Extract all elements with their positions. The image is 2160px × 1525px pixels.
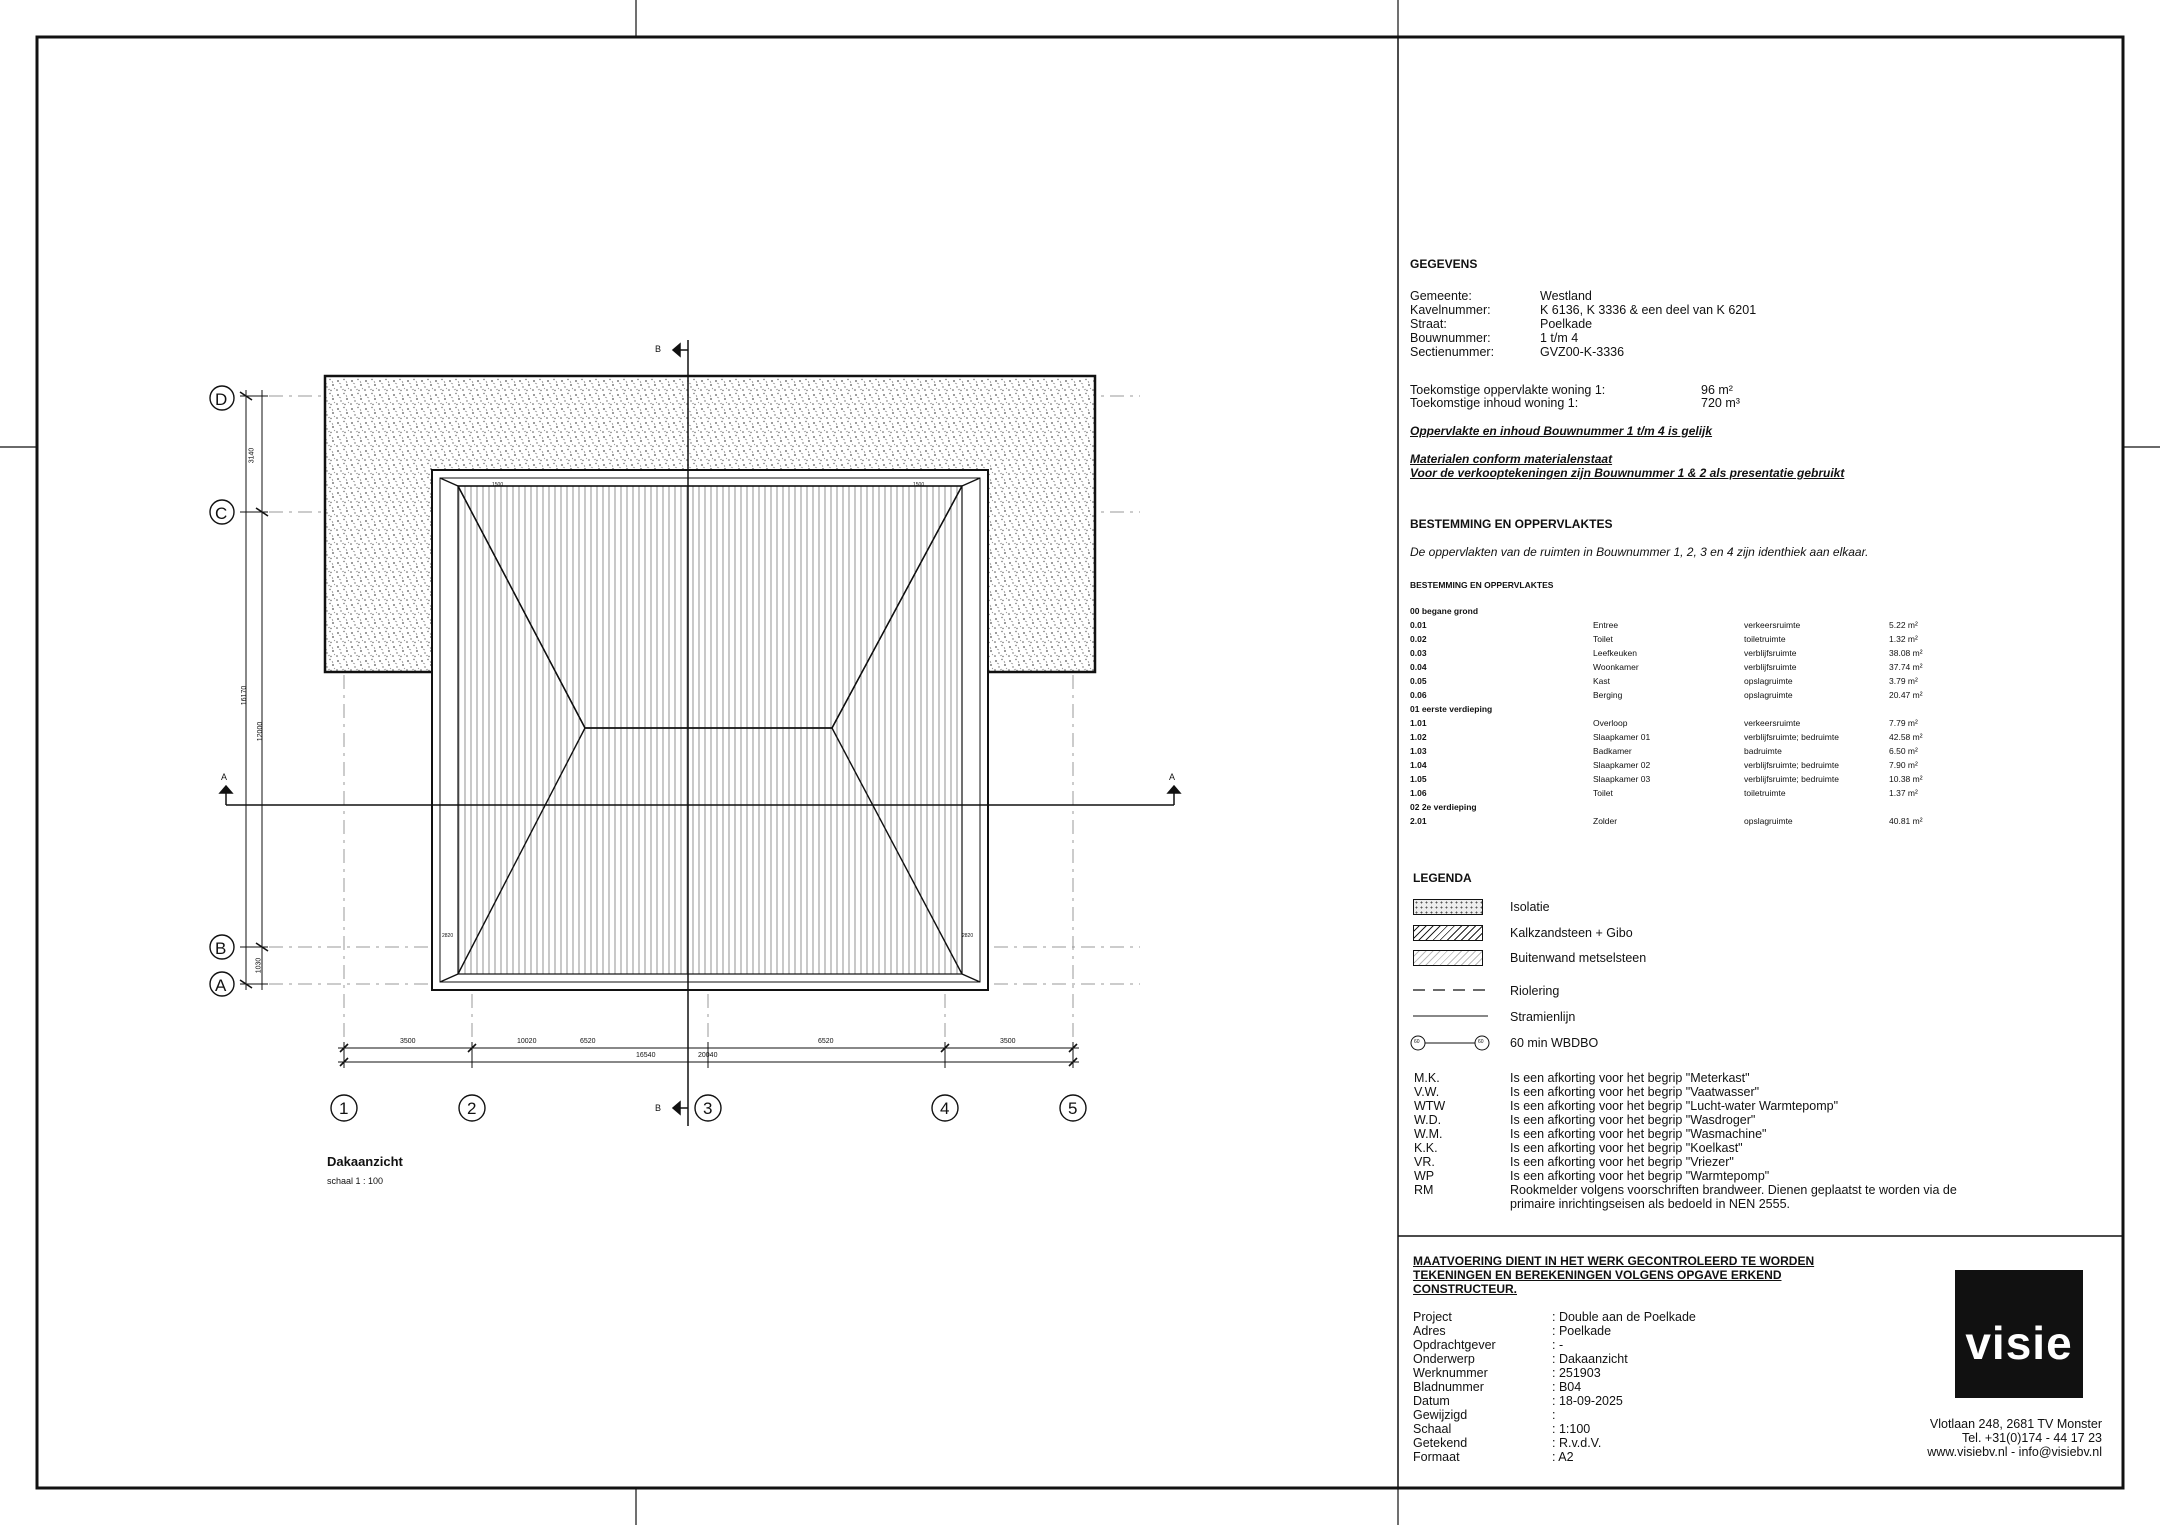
dim-6520-right: 6520 — [818, 1038, 834, 1045]
section-a-label-left: A — [221, 772, 228, 782]
gegevens-value-bouwnummer: 1 t/m 4 — [1540, 331, 1579, 345]
row-area: 7.79 m² — [1889, 718, 1918, 728]
row-use: toiletruimte — [1744, 634, 1786, 644]
row-area: 38.08 m² — [1889, 648, 1923, 658]
dim-1030: 1030 — [255, 957, 263, 974]
dim-3500-left: 3500 — [400, 1038, 416, 1045]
roof-label-side-right: 2820 — [962, 933, 974, 939]
row-room: Entree — [1593, 620, 1619, 630]
logo-text: visie — [1965, 1317, 2073, 1369]
tb-value: : 251903 — [1552, 1366, 1601, 1380]
abbr-code: V.W. — [1414, 1085, 1440, 1099]
roof-label-top-left: 1500 — [492, 482, 504, 488]
tb-value: : B04 — [1552, 1380, 1582, 1394]
tb-value: : Poelkade — [1552, 1324, 1612, 1338]
wbdbo-marker-left: 60 — [1414, 1039, 1420, 1045]
tb-label: Getekend — [1413, 1436, 1468, 1450]
dim-16170: 16170 — [241, 685, 249, 706]
tb-label: Onderwerp — [1413, 1352, 1475, 1366]
bestemming-intro: De oppervlakten van de ruimten in Bouwnummer 1, 2, 3 en 4 zijn identhiek aan elkaar. — [1410, 545, 1869, 559]
row-use: verkeersruimte — [1744, 620, 1801, 630]
tb-value: : A2 — [1552, 1450, 1574, 1464]
note-oppervlakte: Oppervlakte en inhoud Bouwnummer 1 t/m 4 is gelijk — [1410, 424, 1713, 438]
tb-value: : 1:100 — [1552, 1422, 1591, 1436]
row-room: Slaapkamer 03 — [1593, 774, 1651, 784]
tb-label: Adres — [1413, 1324, 1446, 1338]
grid-label-c: C — [215, 504, 228, 523]
grid-label-4: 4 — [940, 1099, 950, 1118]
row-room: Toilet — [1593, 634, 1613, 644]
company-address: Vlotlaan 248, 2681 TV Monster — [1929, 1417, 2102, 1431]
dim-3140: 3140 — [248, 447, 256, 464]
group-header: 00 begane grond — [1410, 606, 1479, 616]
row-area: 40.81 m² — [1889, 816, 1923, 826]
abbr-text: Rookmelder volgens voorschriften brandweer. Dienen geplaatst te worden via de — [1510, 1183, 1957, 1197]
dim-20040: 20040 — [698, 1052, 718, 1059]
row-code: 0.03 — [1410, 648, 1427, 658]
legend-label-stramienlijn: Stramienlijn — [1510, 1010, 1576, 1024]
roof-label-side-left: 2820 — [442, 933, 454, 939]
legend-label-buitenwand: Buitenwand metselsteen — [1510, 951, 1647, 965]
section-a-label-right: A — [1169, 772, 1176, 782]
row-use: opslagruimte — [1744, 676, 1793, 686]
row-area: 1.32 m² — [1889, 634, 1918, 644]
gegevens-value-straat: Poelkade — [1540, 317, 1593, 331]
tb-value: : Double aan de Poelkade — [1552, 1310, 1696, 1324]
legend-label-kalkzandsteen: Kalkzandsteen + Gibo — [1510, 926, 1633, 940]
area-label-opp: Toekomstige oppervlakte woning 1: — [1410, 383, 1606, 397]
abbr-text: Is een afkorting voor het begrip "Warmtepomp" — [1510, 1169, 1770, 1183]
row-room: Toilet — [1593, 788, 1613, 798]
grid-label-a: A — [215, 976, 227, 995]
row-code: 0.04 — [1410, 662, 1427, 672]
abbr-code: M.K. — [1414, 1071, 1440, 1085]
warning-line-2: TEKENINGEN EN BEREKENINGEN VOLGENS OPGAVE ERKEND — [1413, 1268, 1782, 1282]
note-verkoop: Voor de verkooptekeningen zijn Bouwnummer 1 & 2 als presentatie gebruikt — [1410, 466, 1845, 480]
grid-label-5: 5 — [1068, 1099, 1078, 1118]
company-web: www.visiebv.nl - info@visiebv.nl — [1927, 1445, 2102, 1459]
grid-label-b: B — [215, 939, 227, 958]
abbr-text: Is een afkorting voor het begrip "Vriezer" — [1510, 1155, 1734, 1169]
legend-label-riolering: Riolering — [1510, 984, 1560, 998]
row-code: 2.01 — [1410, 816, 1427, 826]
gegevens-label-bouwnummer: Bouwnummer: — [1410, 331, 1491, 345]
dim-10020: 10020 — [517, 1038, 537, 1045]
roof-label-top-right: 1500 — [913, 482, 925, 488]
row-area: 37.74 m² — [1889, 662, 1923, 672]
row-room: Slaapkamer 01 — [1593, 732, 1651, 742]
row-code: 1.01 — [1410, 718, 1427, 728]
gegevens-label-sectie: Sectienummer: — [1410, 345, 1495, 359]
view-scale: schaal 1 : 100 — [327, 1176, 384, 1186]
row-area: 6.50 m² — [1889, 746, 1918, 756]
warning-line-1: MAATVOERING DIENT IN HET WERK GECONTROLEERD TE WORDEN — [1413, 1254, 1815, 1268]
gegevens-value-gemeente: Westland — [1540, 289, 1592, 303]
row-use: verkeersruimte — [1744, 718, 1801, 728]
area-value-opp: 96 m² — [1701, 383, 1733, 397]
row-room: Zolder — [1593, 816, 1618, 826]
row-use: badruimte — [1744, 746, 1782, 756]
row-use: verblijfsruimte; bedruimte — [1744, 760, 1839, 770]
tb-value: : - — [1552, 1338, 1564, 1352]
row-code: 0.02 — [1410, 634, 1427, 644]
section-b-label-top: B — [655, 344, 662, 354]
abbr-text-continuation: primaire inrichtingseisen als bedoeld in NEN 2555. — [1510, 1197, 1791, 1211]
legenda-title: LEGENDA — [1413, 871, 1472, 885]
row-area: 10.38 m² — [1889, 774, 1923, 784]
area-value-inhoud: 720 m³ — [1701, 396, 1740, 410]
abbr-text: Is een afkorting voor het begrip "Vaatwasser" — [1510, 1085, 1760, 1099]
row-room: Overloop — [1593, 718, 1628, 728]
legend-label-isolatie: Isolatie — [1510, 900, 1550, 914]
tb-label: Opdrachtgever — [1413, 1338, 1496, 1352]
gegevens-label-gemeente: Gemeente: — [1410, 289, 1472, 303]
grid-label-3: 3 — [703, 1099, 713, 1118]
area-label-inhoud: Toekomstige inhoud woning 1: — [1410, 396, 1579, 410]
grid-label-1: 1 — [339, 1099, 349, 1118]
gegevens-value-kavel: K 6136, K 3336 & een deel van K 6201 — [1540, 303, 1757, 317]
row-area: 1.37 m² — [1889, 788, 1918, 798]
row-area: 5.22 m² — [1889, 620, 1918, 630]
abbr-code: W.D. — [1414, 1113, 1442, 1127]
tb-label: Gewijzigd — [1413, 1408, 1468, 1422]
row-area: 7.90 m² — [1889, 760, 1918, 770]
row-use: toiletruimte — [1744, 788, 1786, 798]
note-materialen: Materialen conform materialenstaat — [1410, 452, 1613, 466]
tb-label: Schaal — [1413, 1422, 1452, 1436]
dim-16540: 16540 — [636, 1052, 656, 1059]
row-use: opslagruimte — [1744, 690, 1793, 700]
abbr-code: VR. — [1414, 1155, 1435, 1169]
group-header: 01 eerste verdieping — [1410, 704, 1493, 714]
grid-label-2: 2 — [467, 1099, 477, 1118]
company-phone: Tel. +31(0)174 - 44 17 23 — [1961, 1431, 2102, 1445]
row-code: 1.06 — [1410, 788, 1427, 798]
row-room: Berging — [1593, 690, 1623, 700]
row-room: Kast — [1593, 676, 1611, 686]
row-use: verblijfsruimte; bedruimte — [1744, 774, 1839, 784]
gegevens-title: GEGEVENS — [1410, 257, 1478, 271]
row-code: 1.03 — [1410, 746, 1427, 756]
tb-value: : Dakaanzicht — [1552, 1352, 1628, 1366]
abbr-code: K.K. — [1414, 1141, 1438, 1155]
group-header: 02 2e verdieping — [1410, 802, 1477, 812]
tb-label: Formaat — [1413, 1450, 1460, 1464]
gegevens-label-kavel: Kavelnummer: — [1410, 303, 1491, 317]
tb-value: : R.v.d.V. — [1552, 1436, 1602, 1450]
abbr-text: Is een afkorting voor het begrip "Koelkast" — [1510, 1141, 1743, 1155]
gegevens-value-sectie: GVZ00-K-3336 — [1540, 345, 1625, 359]
row-code: 0.05 — [1410, 676, 1427, 686]
grid-label-d: D — [215, 390, 228, 409]
row-room: Badkamer — [1593, 746, 1632, 756]
light-hatch-swatch-icon — [1413, 950, 1483, 966]
row-room: Woonkamer — [1593, 662, 1639, 672]
dim-3500-right: 3500 — [1000, 1038, 1016, 1045]
tb-value: : 18-09-2025 — [1552, 1394, 1623, 1408]
diagonal-hatch-swatch-icon — [1413, 925, 1483, 941]
row-area: 42.58 m² — [1889, 732, 1923, 742]
tb-label: Datum — [1413, 1394, 1450, 1408]
row-code: 0.01 — [1410, 620, 1427, 630]
abbr-text: Is een afkorting voor het begrip "Lucht-water Warmtepomp" — [1510, 1099, 1839, 1113]
tb-label: Bladnummer — [1413, 1380, 1484, 1394]
tb-label: Werknummer — [1413, 1366, 1488, 1380]
bestemming-title: BESTEMMING EN OPPERVLAKTES — [1410, 517, 1613, 531]
dim-12000: 12000 — [257, 721, 265, 742]
row-area: 3.79 m² — [1889, 676, 1918, 686]
section-b-label-bottom: B — [655, 1103, 662, 1113]
tb-value: : — [1552, 1408, 1556, 1422]
abbr-text: Is een afkorting voor het begrip "Meterkast" — [1510, 1071, 1750, 1085]
row-area: 20.47 m² — [1889, 690, 1923, 700]
row-use: verblijfsruimte — [1744, 662, 1797, 672]
tb-label: Project — [1413, 1310, 1452, 1324]
legend-label-wbdbo: 60 min WBDBO — [1510, 1036, 1599, 1050]
wbdbo-marker-right: 60 — [1478, 1039, 1484, 1045]
abbr-text: Is een afkorting voor het begrip "Wasdroger" — [1510, 1113, 1756, 1127]
abbr-code: RM — [1414, 1183, 1434, 1197]
row-use: verblijfsruimte; bedruimte — [1744, 732, 1839, 742]
row-code: 1.05 — [1410, 774, 1427, 784]
abbr-text: Is een afkorting voor het begrip "Wasmachine" — [1510, 1127, 1767, 1141]
bestemming-table-title: BESTEMMING EN OPPERVLAKTES — [1410, 580, 1554, 590]
isolation-swatch-icon — [1413, 899, 1483, 915]
dim-6520-left: 6520 — [580, 1038, 596, 1045]
row-room: Leefkeuken — [1593, 648, 1637, 658]
warning-line-3: CONSTRUCTEUR. — [1413, 1282, 1517, 1296]
view-title: Dakaanzicht — [327, 1154, 403, 1169]
abbr-code: W.M. — [1414, 1127, 1443, 1141]
gegevens-label-straat: Straat: — [1410, 317, 1447, 331]
row-use: verblijfsruimte — [1744, 648, 1797, 658]
row-use: opslagruimte — [1744, 816, 1793, 826]
abbr-code: WP — [1414, 1169, 1435, 1183]
row-code: 1.02 — [1410, 732, 1427, 742]
row-code: 1.04 — [1410, 760, 1427, 770]
row-code: 0.06 — [1410, 690, 1427, 700]
row-room: Slaapkamer 02 — [1593, 760, 1651, 770]
visie-logo — [1955, 1270, 2083, 1398]
abbr-code: WTW — [1414, 1099, 1446, 1113]
